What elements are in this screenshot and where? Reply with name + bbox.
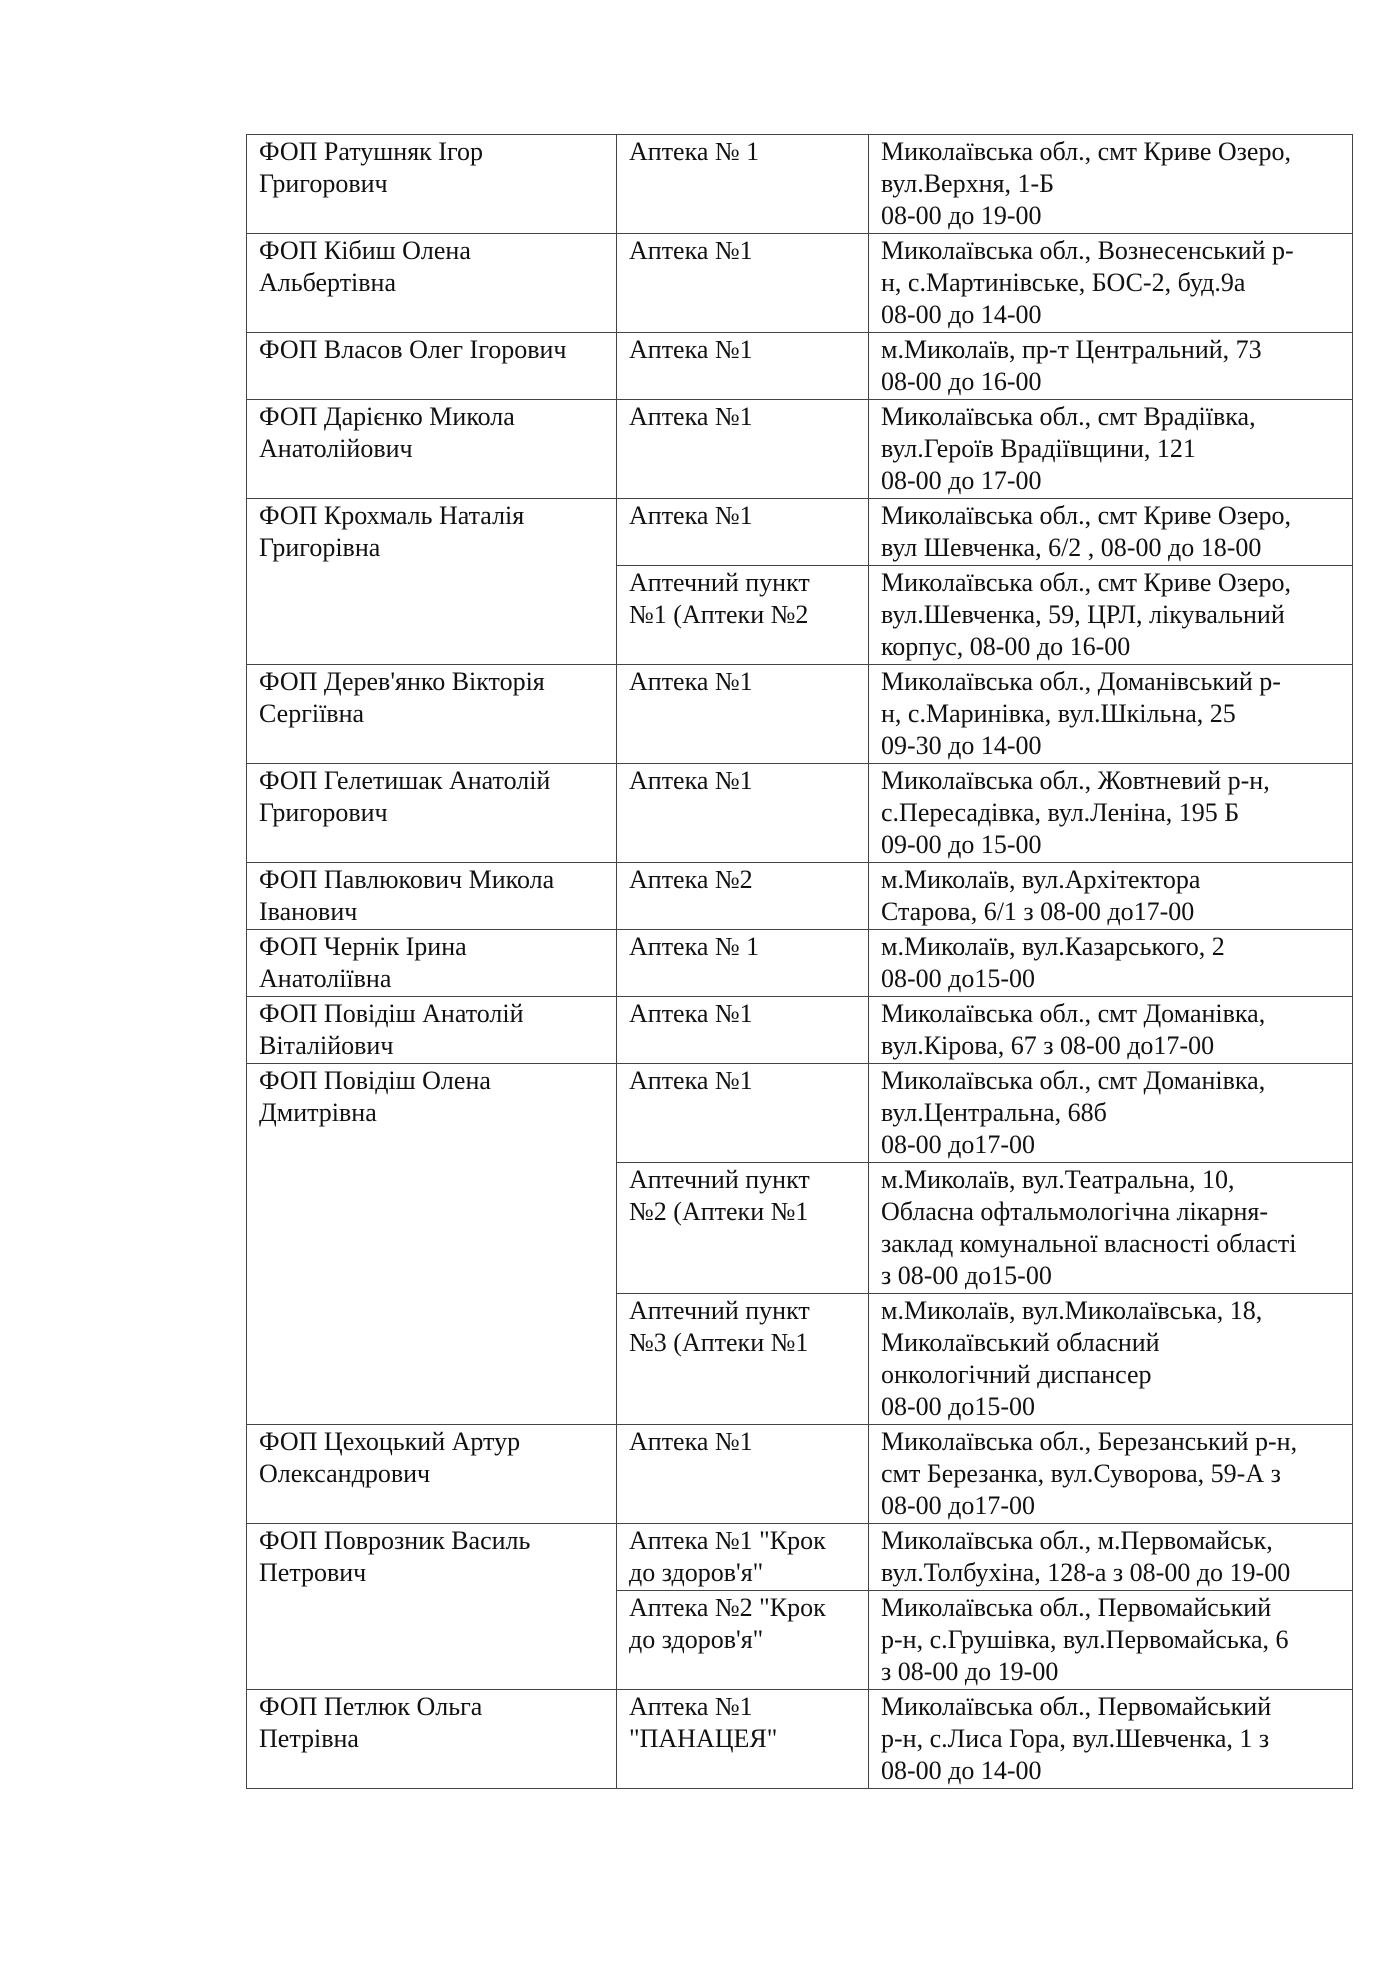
pharmacy-address-cell: Миколаївська обл., Первомайський р-н, с.Лиса Гора, вул.Шевченка, 1 з 08-00 до 14-00: [869, 1690, 1353, 1789]
table-row: [247, 997, 1353, 1064]
pharmacy-address-cell: Миколаївська обл., Доманівський р- н, с.Маринівка, вул.Шкільна, 25 09-30 до 14-00: [869, 665, 1353, 764]
table-row: [247, 665, 1353, 764]
pharmacy-address-cell: Миколаївська обл., смт Доманівка, вул.Центральна, 68б 08-00 до17-00: [869, 1064, 1353, 1163]
pharmacy-address-cell: Миколаївська обл., смт Криве Озеро, вул Шевченка, 6/2 , 08-00 до 18-00: [869, 499, 1353, 566]
pharmacy-label-cell: Аптечний пункт №3 (Аптеки №1: [617, 1294, 869, 1425]
entrepreneur-name-cell: ФОП Дарієнко Микола Анатолійович: [247, 400, 617, 499]
pharmacy-address-cell: Миколаївська обл., Березанський р-н, смт Березанка, вул.Суворова, 59-А з 08-00 до17-00: [869, 1425, 1353, 1524]
table-row: [247, 234, 1353, 333]
table-row: [247, 135, 1353, 234]
entrepreneur-name-cell: ФОП Петлюк Ольга Петрівна: [247, 1690, 617, 1789]
pharmacy-address-cell: м.Миколаїв, вул.Казарського, 2 08-00 до15-00: [869, 930, 1353, 997]
pharmacy-label-cell: Аптечний пункт №1 (Аптеки №2: [617, 566, 869, 665]
entrepreneur-name-cell: ФОП Поврозник Василь Петрович: [247, 1524, 617, 1690]
pharmacy-label-cell: Аптека №1: [617, 400, 869, 499]
pharmacy-label-cell: Аптека №1: [617, 499, 869, 566]
pharmacy-label-cell: Аптека №1: [617, 1425, 869, 1524]
pharmacy-address-cell: Миколаївська обл., смт Врадіївка, вул.Героїв Врадіївщини, 121 08-00 до 17-00: [869, 400, 1353, 499]
pharmacy-label-cell: Аптека №1: [617, 333, 869, 400]
pharmacy-address-cell: Миколаївська обл., Первомайський р-н, с.Грушівка, вул.Первомайська, 6 з 08-00 до 19-00: [869, 1591, 1353, 1690]
pharmacy-table: [246, 134, 1353, 1789]
pharmacy-address-cell: Миколаївська обл., смт Доманівка, вул.Кірова, 67 з 08-00 до17-00: [869, 997, 1353, 1064]
pharmacy-label-cell: Аптека №1: [617, 997, 869, 1064]
entrepreneur-name-cell: ФОП Крохмаль Наталія Григорівна: [247, 499, 617, 665]
pharmacy-address-cell: м.Миколаїв, вул.Театральна, 10, Обласна офтальмологічна лікарня- заклад комунальної власності області з 08-00 до15-00: [869, 1163, 1353, 1294]
pharmacy-address-cell: Миколаївська обл., смт Криве Озеро, вул.Шевченка, 59, ЦРЛ, лікувальний корпус, 08-00 до 16-00: [869, 566, 1353, 665]
table-row: [247, 930, 1353, 997]
pharmacy-label-cell: Аптека №1: [617, 764, 869, 863]
entrepreneur-name-cell: ФОП Повідіш Олена Дмитрівна: [247, 1064, 617, 1425]
pharmacy-label-cell: Аптека № 1: [617, 930, 869, 997]
pharmacy-label-cell: Аптека №1: [617, 1064, 869, 1163]
table-row: [247, 764, 1353, 863]
table-body: [247, 135, 1353, 1789]
pharmacy-label-cell: Аптека № 1: [617, 135, 869, 234]
entrepreneur-name-cell: ФОП Гелетишак Анатолій Григорович: [247, 764, 617, 863]
pharmacy-address-cell: м.Миколаїв, вул.Миколаївська, 18, Миколаївський обласний онкологічний диспансер 08-00 до15-00: [869, 1294, 1353, 1425]
pharmacy-label-cell: Аптечний пункт №2 (Аптеки №1: [617, 1163, 869, 1294]
pharmacy-address-cell: Миколаївська обл., Жовтневий р-н, с.Пересадівка, вул.Леніна, 195 Б 09-00 до 15-00: [869, 764, 1353, 863]
pharmacy-label-cell: Аптека №1: [617, 234, 869, 333]
pharmacy-address-cell: Миколаївська обл., м.Первомайськ, вул.Толбухіна, 128-а з 08-00 до 19-00: [869, 1524, 1353, 1591]
pharmacy-label-cell: Аптека №1 "Крок до здоров'я": [617, 1524, 869, 1591]
entrepreneur-name-cell: ФОП Дерев'янко Вікторія Сергіївна: [247, 665, 617, 764]
entrepreneur-name-cell: ФОП Власов Олег Ігорович: [247, 333, 617, 400]
table-row: [247, 1425, 1353, 1524]
pharmacy-address-cell: Миколаївська обл., смт Криве Озеро, вул.Верхня, 1-Б 08-00 до 19-00: [869, 135, 1353, 234]
table-row: [247, 333, 1353, 400]
pharmacy-address-cell: м.Миколаїв, вул.Архітектора Старова, 6/1 з 08-00 до17-00: [869, 863, 1353, 930]
table-row: [247, 1690, 1353, 1789]
table-row: [247, 1524, 1353, 1591]
table-row: [247, 499, 1353, 566]
entrepreneur-name-cell: ФОП Павлюкович Микола Іванович: [247, 863, 617, 930]
entrepreneur-name-cell: ФОП Кібиш Олена Альбертівна: [247, 234, 617, 333]
entrepreneur-name-cell: ФОП Чернік Ірина Анатоліївна: [247, 930, 617, 997]
pharmacy-label-cell: Аптека №2: [617, 863, 869, 930]
entrepreneur-name-cell: ФОП Повідіш Анатолій Віталійович: [247, 997, 617, 1064]
pharmacy-label-cell: Аптека №1: [617, 665, 869, 764]
pharmacy-address-cell: м.Миколаїв, пр-т Центральний, 73 08-00 до 16-00: [869, 333, 1353, 400]
entrepreneur-name-cell: ФОП Ратушняк Ігор Григорович: [247, 135, 617, 234]
pharmacy-label-cell: Аптека №1 "ПАНАЦЕЯ": [617, 1690, 869, 1789]
pharmacy-label-cell: Аптека №2 "Крок до здоров'я": [617, 1591, 869, 1690]
pharmacy-address-cell: Миколаївська обл., Вознесенський р- н, с.Мартинівське, БОС-2, буд.9а 08-00 до 14-00: [869, 234, 1353, 333]
table-row: [247, 400, 1353, 499]
entrepreneur-name-cell: ФОП Цехоцький Артур Олександрович: [247, 1425, 617, 1524]
table-row: [247, 863, 1353, 930]
table-row: [247, 1064, 1353, 1163]
